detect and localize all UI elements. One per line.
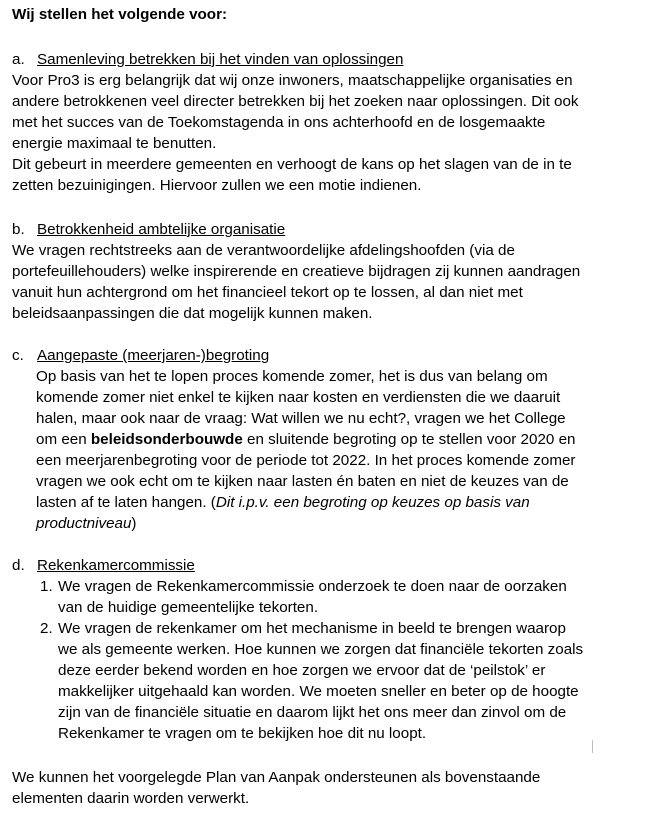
- list-item-line: We vragen de rekenkamer om het mechanisme in beeld te brengen waarop: [58, 620, 566, 637]
- section-a-line: andere betrokkenen veel directer betrekken bij het zoeken naar oplossingen. Dit ook: [12, 93, 579, 110]
- list-item-line: deze eerder bekend worden en hoe zorgen we ervoor dat de ‘peilstok’ er: [58, 662, 546, 679]
- section-b-line: vanuit hun achtergrond om het financieel tekort op te lossen, al dan niet met: [12, 284, 523, 301]
- section-d-title: Rekenkamercommissie: [37, 557, 195, 574]
- list-item-line: we als gemeente werken. Hoe kunnen we zorgen dat financiële tekorten zoals: [58, 641, 584, 658]
- section-c-italic-note: productniveau: [36, 515, 132, 532]
- list-item-number: 2.: [40, 620, 53, 637]
- section-a-line: Dit gebeurt in meerdere gemeenten en verhoogt de kans op het slagen van de in te: [12, 156, 572, 173]
- section-b-line: We vragen rechtstreeks aan de verantwoordelijke afdelingshoofden (via de: [12, 242, 515, 259]
- section-d-letter: d.: [12, 557, 25, 574]
- section-c-line: Op basis van het te lopen proces komende zomer, het is dus van belang om: [36, 368, 548, 385]
- section-a-body: [12, 70, 644, 196]
- section-c-text: ): [131, 515, 137, 532]
- section-b-letter: b.: [12, 221, 25, 238]
- section-a: [12, 49, 644, 196]
- section-c-line: vragen we ook echt om te kijken naar lasten én baten en niet de keuzes van de: [36, 473, 569, 490]
- section-b-line: beleidsaanpassingen die dat mogelijk kunnen maken.: [12, 305, 373, 322]
- closing-paragraph: [12, 767, 644, 809]
- section-d-list: [12, 576, 644, 744]
- section-a-title: Samenleving betrekken bij het vinden van oplossingen: [37, 51, 404, 68]
- section-c-text: lasten af te laten hangen. (: [36, 494, 216, 511]
- section-a-header: [12, 49, 644, 70]
- section-c-line: [36, 429, 644, 450]
- section-c-title: Aangepaste (meerjaren-)begroting: [37, 347, 270, 364]
- list-item: [12, 576, 644, 618]
- section-c-text: om een: [36, 431, 91, 448]
- section-c-line: een meerjarenbegroting voor de periode tot 2022. In het proces komende zomer: [36, 452, 576, 469]
- section-a-line: Voor Pro3 is erg belangrijk dat wij onze inwoners, maatschappelijke organisaties en: [12, 72, 573, 89]
- list-item-line: zijn van de financiële situatie en daarom lijkt het ons meer dan zinvol om de: [58, 704, 567, 721]
- section-a-line: met het succes van de Toekomstagenda in ons achterhoofd en de losgemaakte: [12, 114, 546, 131]
- section-c-text: en sluitende begroting op te stellen voor 2020 en: [242, 431, 576, 448]
- section-a-letter: a.: [12, 51, 25, 68]
- list-item-line: makkelijker uitgehaald kan worden. We moeten sneller en beter op de hoogte: [58, 683, 579, 700]
- section-d: [12, 555, 644, 744]
- section-b-line: portefeuillehouders) welke inspirerende en creatieve bijdragen zij kunnen aandragen: [12, 263, 581, 280]
- list-item-line: We vragen de Rekenkamercommissie onderzoek te doen naar de oorzaken: [58, 578, 567, 595]
- page-heading: Wij stellen het volgende voor:: [12, 6, 228, 23]
- closing-line: We kunnen het voorgelegde Plan van Aanpak ondersteunen als bovenstaande: [12, 769, 541, 786]
- section-b: [12, 219, 644, 324]
- section-c-bold-term: beleidsonderbouwde: [90, 431, 243, 448]
- section-b-header: [12, 219, 644, 240]
- list-item-number: 1.: [40, 578, 53, 595]
- section-c-header: [12, 345, 644, 366]
- section-b-body: [12, 240, 644, 324]
- list-item-line: Rekenkamer te vragen om te bekijken hoe dit nu loopt.: [58, 725, 427, 742]
- section-b-title: Betrokkenheid ambtelijke organisatie: [37, 221, 286, 238]
- section-c-line: [36, 492, 644, 513]
- section-c-italic-note: Dit i.p.v. een begroting op keuzes op basis van: [215, 494, 530, 511]
- list-item: [12, 618, 644, 744]
- section-c: [12, 345, 644, 534]
- closing-line: elementen daarin worden verwerkt.: [12, 790, 250, 807]
- section-c-line: halen, maar ook naar de vraag: Wat willen we nu echt?, vragen we het College: [36, 410, 566, 427]
- section-a-line: energie maximaal te benutten.: [12, 135, 217, 152]
- list-item-line: van de huidige gemeentelijke tekorten.: [58, 599, 319, 616]
- section-c-body: [12, 366, 644, 534]
- section-c-letter: c.: [12, 347, 24, 364]
- section-c-line: komende zomer niet enkel te kijken naar kosten en verdiensten die we daaruit: [36, 389, 561, 406]
- text-cursor-mark: [592, 740, 593, 753]
- section-d-header: [12, 555, 644, 576]
- section-c-line: [36, 513, 644, 534]
- section-a-line: zetten bezuinigingen. Hiervoor zullen we een motie indienen.: [12, 177, 422, 194]
